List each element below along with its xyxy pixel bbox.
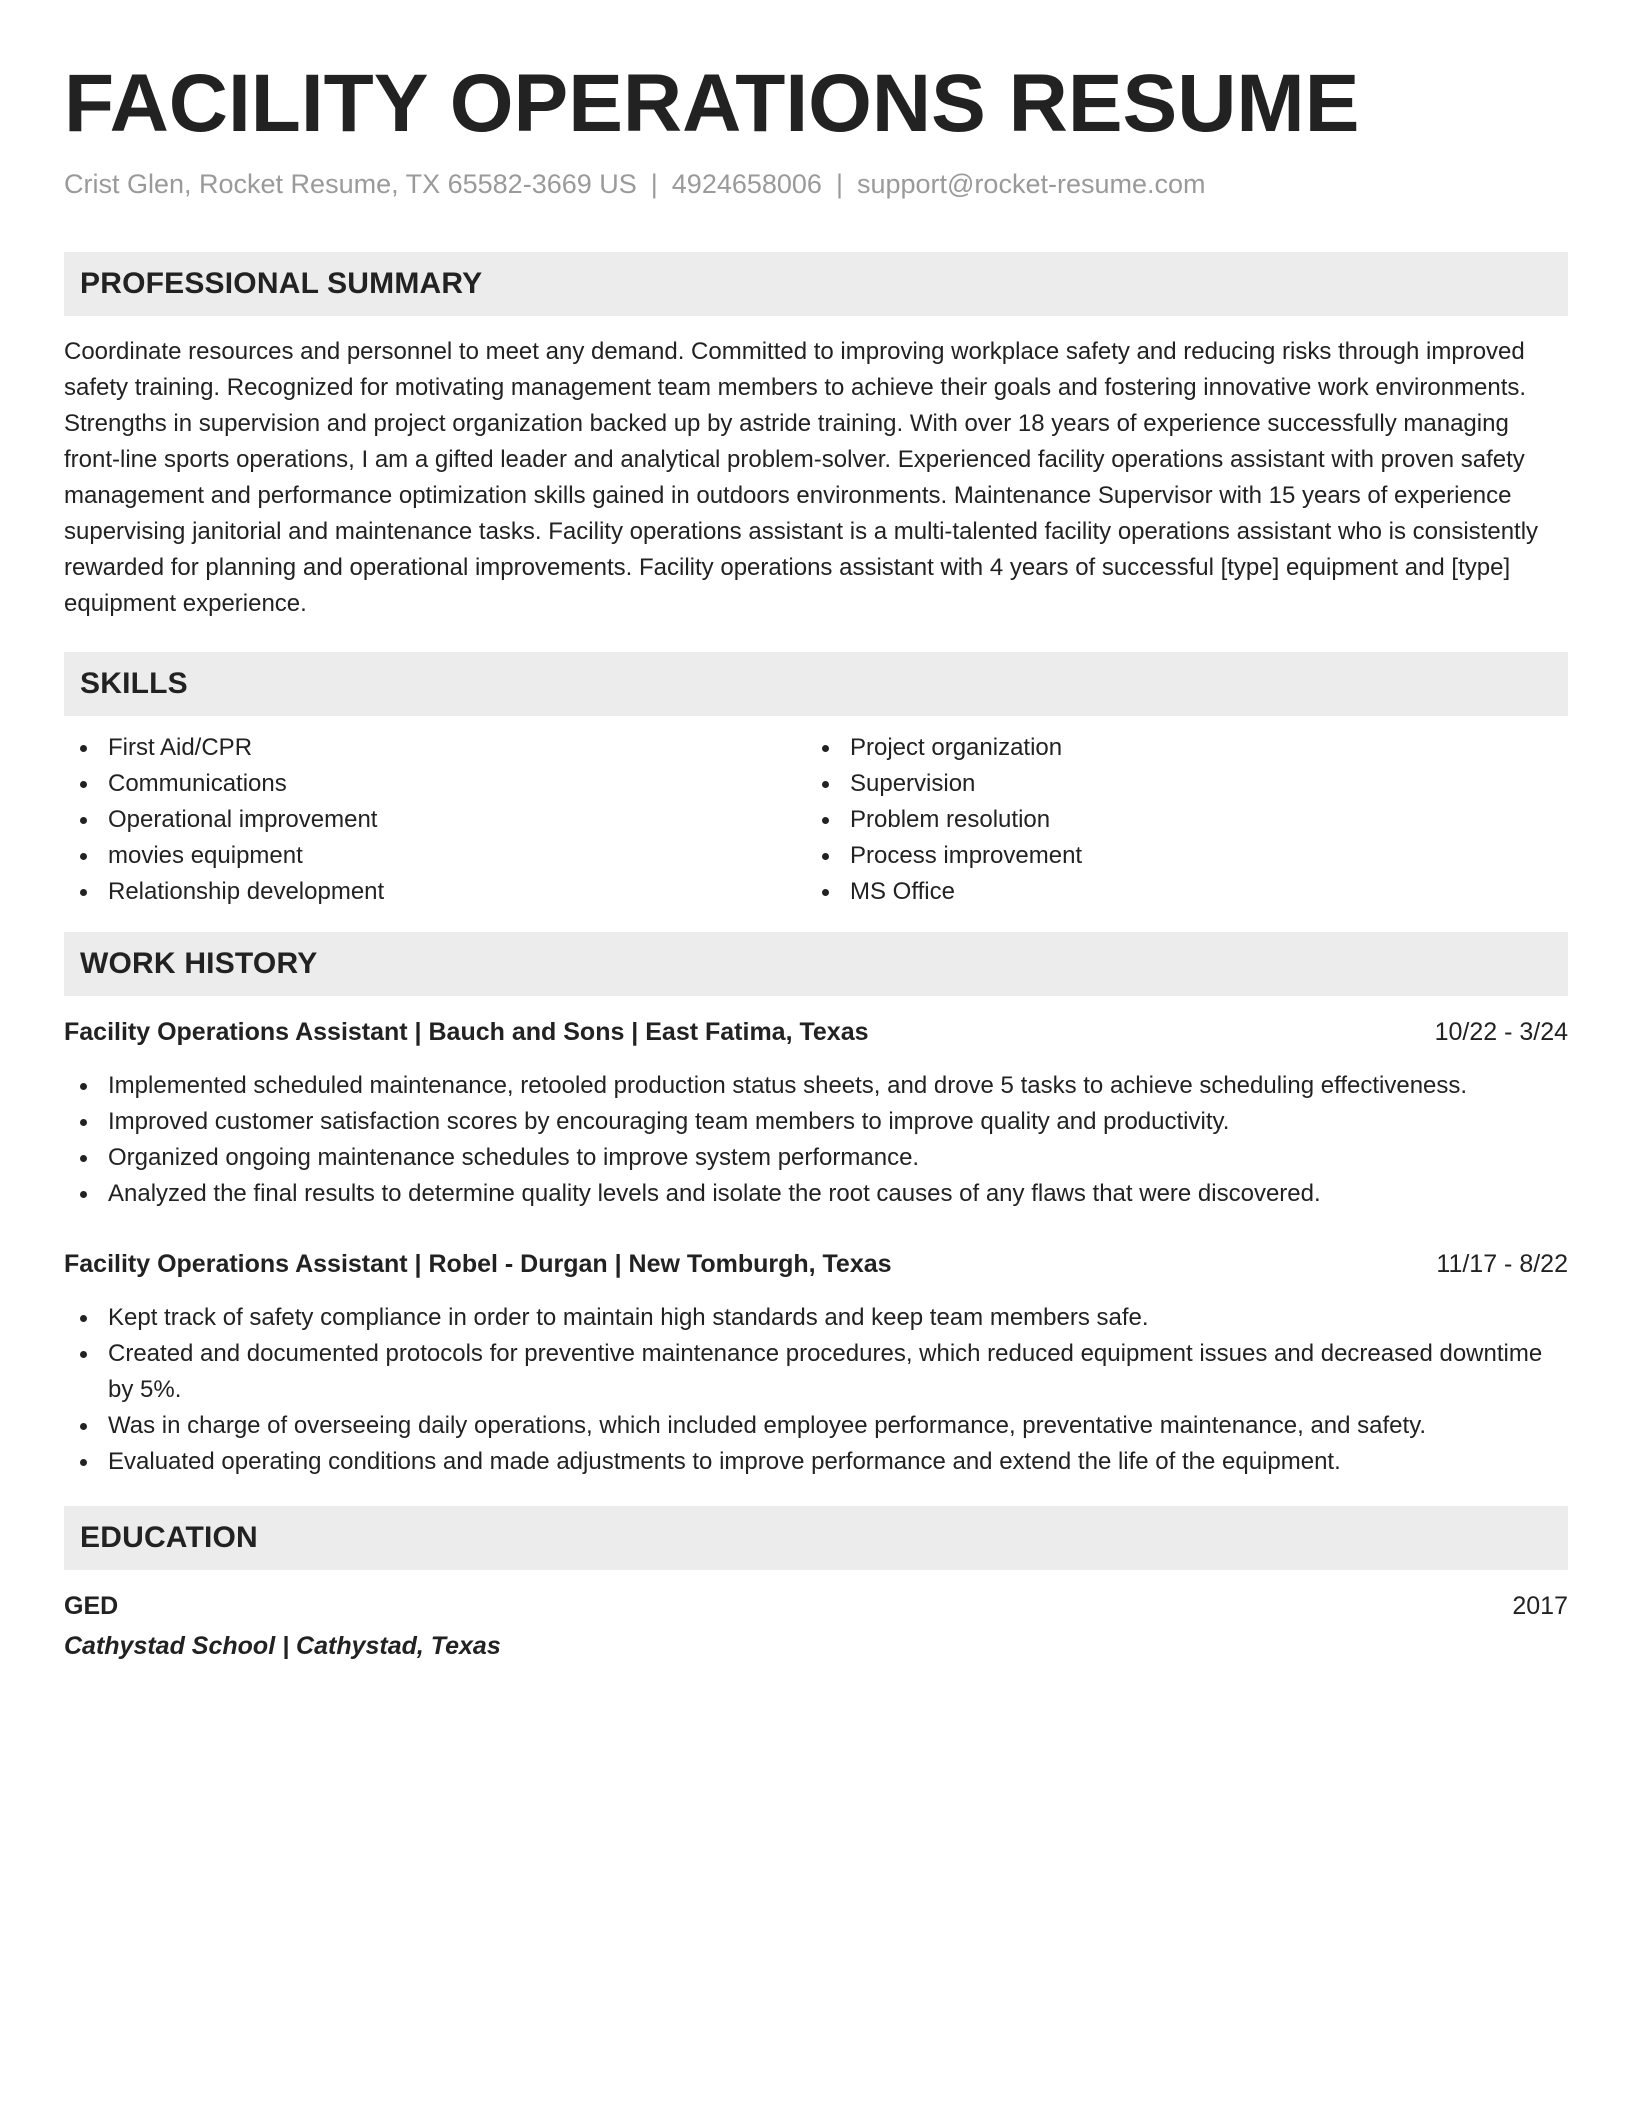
contact-email: support@rocket-resume.com: [856, 169, 1206, 199]
contact-phone: 4924658006: [671, 169, 822, 199]
job-bullet: Analyzed the final results to determine quality levels and isolate the root causes of any flaws that were discovered.: [64, 1176, 1568, 1212]
job-bullets: [64, 1300, 1568, 1480]
skill-item: Problem resolution: [806, 802, 1548, 838]
skill-item: Process improvement: [806, 838, 1548, 874]
job-bullet: Implemented scheduled maintenance, retooled production status sheets, and drove 5 tasks to achieve scheduling effectiveness.: [64, 1068, 1568, 1104]
skill-item: Operational improvement: [64, 802, 806, 838]
skills-heading: SKILLS: [64, 652, 1568, 716]
skill-item: First Aid/CPR: [64, 730, 806, 766]
job-bullet: Kept track of safety compliance in order to maintain high standards and keep team members safe.: [64, 1300, 1568, 1336]
skill-item: movies equipment: [64, 838, 806, 874]
job-bullet: Improved customer satisfaction scores by encouraging team members to improve quality and productivity.: [64, 1104, 1568, 1140]
job-header: [64, 1246, 1568, 1282]
contact-separator: |: [835, 169, 843, 199]
education-entry: [64, 1588, 1568, 1624]
skills-column-right: [806, 730, 1548, 910]
job-title: Facility Operations Assistant | Robel - Durgan | New Tomburgh, Texas: [64, 1250, 892, 1278]
job-bullet: Evaluated operating conditions and made adjustments to improve performance and extend the life of the equipment.: [64, 1444, 1568, 1480]
summary-text: Coordinate resources and personnel to meet any demand. Committed to improving workplace safety and reducing risks through improved safety training. Recognized for motivating management team members to achieve their goals and fostering innovative work environments. Strengths in supervision and project organization backed up by astride training. With over 18 years of experience successfully managing front-line sports operations, I am a gifted leader and analytical problem-solver. Experienced facility operations assistant with proven safety management and performance optimization skills gained in outdoors environments. Maintenance Supervisor with 15 years of experience supervising janitorial and maintenance tasks. Facility operations assistant is a multi-talented facility operations assistant who is consistently rewarded for planning and operational improvements. Facility operations assistant with 4 years of successful [type] equipment and [type] equipment experience.: [64, 338, 1539, 617]
job-dates: 11/17 - 8/22: [1436, 1250, 1568, 1278]
job-dates: 10/22 - 3/24: [1434, 1018, 1568, 1046]
skills-list: [64, 730, 1568, 910]
job-header: [64, 1014, 1568, 1050]
education-heading: EDUCATION: [64, 1506, 1568, 1570]
job-entry: [64, 1246, 1568, 1480]
job-title: Facility Operations Assistant | Bauch and Sons | East Fatima, Texas: [64, 1018, 869, 1046]
skill-item: Project organization: [806, 730, 1548, 766]
job-entry: [64, 1014, 1568, 1212]
contact-separator: |: [650, 169, 658, 199]
summary-heading: PROFESSIONAL SUMMARY: [64, 252, 1568, 316]
contact-address: Crist Glen, Rocket Resume, TX 65582-3669 US: [64, 169, 637, 199]
resume-title: FACILITY OPERATIONS RESUME: [64, 58, 1360, 149]
skill-item: Supervision: [806, 766, 1548, 802]
work-history-heading: WORK HISTORY: [64, 932, 1568, 996]
job-bullet: Organized ongoing maintenance schedules to improve system performance.: [64, 1140, 1568, 1176]
job-bullet: Created and documented protocols for preventive maintenance procedures, which reduced equipment issues and decreased downtime by 5%.: [64, 1336, 1568, 1408]
education-year: 2017: [1512, 1592, 1568, 1620]
skills-column-left: [64, 730, 806, 910]
education-school: Cathystad School | Cathystad, Texas: [64, 1632, 501, 1660]
skill-item: Communications: [64, 766, 806, 802]
job-bullet: Was in charge of overseeing daily operations, which included employee performance, preventative maintenance, and safety.: [64, 1408, 1568, 1444]
skill-item: Relationship development: [64, 874, 806, 910]
skill-item: MS Office: [806, 874, 1548, 910]
contact-line: [64, 166, 1568, 202]
education-degree: GED: [64, 1592, 119, 1620]
job-bullets: [64, 1068, 1568, 1212]
